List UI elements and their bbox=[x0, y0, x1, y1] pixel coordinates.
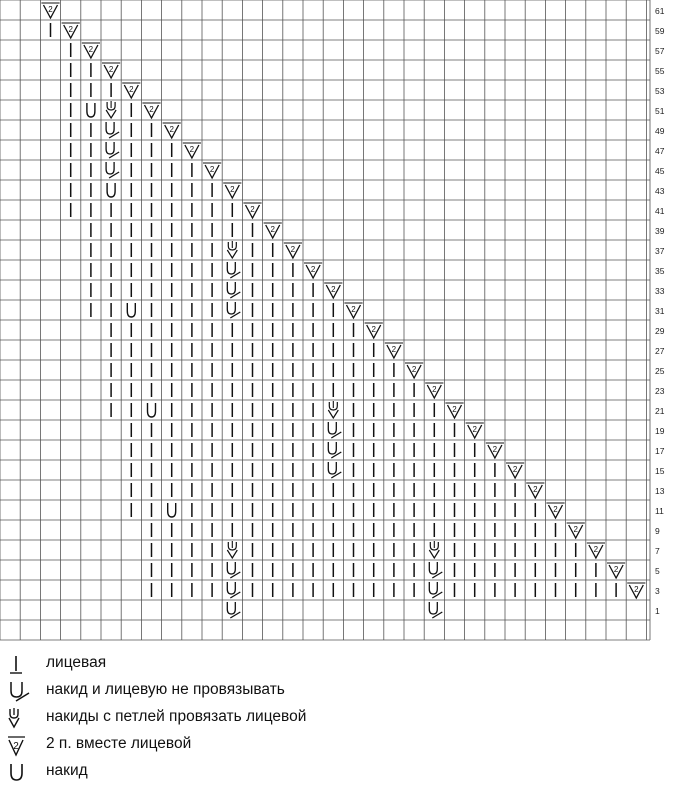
k2tog-stitch bbox=[445, 403, 463, 418]
svg-text:2: 2 bbox=[129, 85, 134, 94]
svg-text:2: 2 bbox=[250, 205, 255, 214]
svg-text:2: 2 bbox=[452, 405, 457, 414]
svg-text:2: 2 bbox=[411, 365, 417, 374]
yo-slip-stitch bbox=[227, 562, 240, 578]
legend-item-knit bbox=[0, 652, 692, 676]
yo-slip-stitch bbox=[328, 462, 341, 478]
svg-text:2: 2 bbox=[573, 525, 578, 534]
svg-text:2: 2 bbox=[331, 285, 336, 294]
k2tog-stitch bbox=[365, 323, 383, 338]
yo-stitch bbox=[148, 403, 156, 417]
row-number: 3 bbox=[655, 586, 660, 596]
row-number: 55 bbox=[655, 66, 665, 76]
k2tog-stitch bbox=[284, 243, 302, 258]
row-number: 51 bbox=[655, 106, 665, 116]
k2tog-stitch bbox=[223, 183, 241, 198]
k2tog-stitch bbox=[546, 503, 564, 518]
row-number: 47 bbox=[655, 146, 665, 156]
k2tog-stitch bbox=[41, 3, 59, 18]
yo-together-stitch bbox=[106, 101, 116, 118]
yo-slip-stitch bbox=[227, 262, 240, 278]
legend-label: накид bbox=[46, 762, 88, 779]
yo-stitch bbox=[168, 503, 176, 517]
row-number: 35 bbox=[655, 266, 665, 276]
svg-text:2: 2 bbox=[68, 25, 73, 34]
yo-together-stitch bbox=[429, 541, 439, 558]
svg-text:2: 2 bbox=[149, 105, 154, 114]
knit-icon bbox=[6, 652, 32, 676]
row-number: 5 bbox=[655, 566, 660, 576]
svg-text:2: 2 bbox=[553, 505, 558, 514]
svg-text:2: 2 bbox=[310, 265, 316, 274]
yo-together-stitch bbox=[328, 401, 338, 418]
yo-together-stitch bbox=[227, 241, 237, 258]
k2tog-stitch bbox=[587, 543, 605, 558]
k2tog-stitch bbox=[243, 203, 261, 218]
k2tog-stitch bbox=[425, 383, 443, 398]
k2tog-stitch bbox=[183, 143, 201, 158]
yo-slip-stitch bbox=[429, 602, 442, 618]
row-number: 9 bbox=[655, 526, 660, 536]
legend-label: накиды с петлей провязать лицевой bbox=[46, 708, 307, 725]
row-number: 49 bbox=[655, 126, 665, 136]
svg-text:2: 2 bbox=[290, 245, 296, 254]
yo-slip-stitch bbox=[227, 602, 240, 618]
k2tog-stitch bbox=[385, 343, 403, 358]
yo-slip-stitch bbox=[429, 562, 442, 578]
legend-item-yarn-over bbox=[0, 760, 692, 784]
k2tog-stitch bbox=[62, 23, 80, 38]
row-number: 57 bbox=[655, 46, 665, 56]
svg-text:2: 2 bbox=[189, 145, 195, 154]
k2tog-stitch bbox=[526, 483, 544, 498]
svg-text:2: 2 bbox=[371, 325, 376, 334]
row-number: 17 bbox=[655, 446, 665, 456]
yo-slip-stitch bbox=[106, 122, 119, 138]
legend-label: накид и лицевую не провязывать bbox=[46, 681, 285, 698]
svg-text:2: 2 bbox=[613, 565, 619, 574]
k2tog-stitch bbox=[82, 43, 100, 58]
svg-text:2: 2 bbox=[270, 225, 275, 234]
row-number: 39 bbox=[655, 226, 665, 236]
k2tog-stitch bbox=[466, 423, 484, 438]
row-number: 31 bbox=[655, 306, 665, 316]
row-number: 27 bbox=[655, 346, 665, 356]
legend-item-yarn-over-slip bbox=[0, 679, 692, 703]
row-number: 25 bbox=[655, 366, 665, 376]
yo-slip-stitch bbox=[227, 302, 240, 318]
yo-slip-stitch bbox=[227, 582, 240, 598]
yo-slip-stitch bbox=[328, 422, 341, 438]
svg-text:2: 2 bbox=[13, 741, 19, 752]
yo-stitch bbox=[87, 103, 95, 117]
svg-text:2: 2 bbox=[634, 585, 639, 594]
yo-slip-stitch bbox=[106, 162, 119, 178]
svg-text:2: 2 bbox=[351, 305, 356, 314]
svg-text:2: 2 bbox=[472, 425, 477, 434]
yo-stitch bbox=[107, 183, 115, 197]
yo-slip-stitch bbox=[227, 282, 240, 298]
row-number: 11 bbox=[655, 506, 664, 516]
svg-text:2: 2 bbox=[108, 65, 114, 74]
svg-text:2: 2 bbox=[209, 165, 215, 174]
svg-text:2: 2 bbox=[593, 545, 599, 554]
row-number: 61 bbox=[655, 6, 665, 16]
k2tog-stitch bbox=[627, 583, 645, 598]
row-number: 41 bbox=[655, 206, 665, 216]
k2tog-stitch bbox=[142, 103, 160, 118]
yo-slip-stitch bbox=[328, 442, 341, 458]
row-number: 45 bbox=[655, 166, 665, 176]
row-number: 59 bbox=[655, 26, 665, 36]
k2tog-stitch bbox=[203, 163, 221, 178]
row-number: 15 bbox=[655, 466, 665, 476]
k2tog-stitch bbox=[486, 443, 504, 458]
svg-text:2: 2 bbox=[492, 445, 498, 454]
row-number: 13 bbox=[655, 486, 665, 496]
legend-label: лицевая bbox=[46, 654, 107, 671]
svg-text:2: 2 bbox=[391, 345, 397, 354]
k2tog-stitch bbox=[506, 463, 524, 478]
k2tog-stitch bbox=[607, 563, 625, 578]
k2tog-stitch bbox=[102, 63, 120, 78]
row-number: 1 bbox=[655, 606, 660, 616]
yarn-overs-knit-together-icon bbox=[6, 706, 32, 730]
k2tog-icon bbox=[6, 733, 32, 757]
row-number: 37 bbox=[655, 246, 665, 256]
row-number: 43 bbox=[655, 186, 665, 196]
row-number: 33 bbox=[655, 286, 665, 296]
yo-slip-stitch bbox=[429, 582, 442, 598]
row-number: 53 bbox=[655, 86, 665, 96]
k2tog-stitch bbox=[324, 283, 342, 298]
row-number-column bbox=[655, 6, 665, 616]
svg-text:2: 2 bbox=[230, 185, 235, 194]
row-number: 19 bbox=[655, 426, 665, 436]
k2tog-stitch bbox=[567, 523, 585, 538]
legend-item-k2tog bbox=[0, 733, 692, 757]
k2tog-stitch bbox=[163, 123, 181, 138]
k2tog-stitch bbox=[405, 363, 423, 378]
row-number: 7 bbox=[655, 546, 660, 556]
k2tog-stitch bbox=[264, 223, 282, 238]
k2tog-stitch bbox=[344, 303, 362, 318]
yo-slip-stitch bbox=[106, 142, 119, 158]
yarn-over-icon bbox=[6, 760, 32, 784]
k2tog-stitch bbox=[122, 83, 140, 98]
svg-text:2: 2 bbox=[432, 385, 437, 394]
row-number: 29 bbox=[655, 326, 665, 336]
legend-item-yarn-overs-knit-together bbox=[0, 706, 692, 730]
k2tog-stitch bbox=[304, 263, 322, 278]
legend-label: 2 п. вместе лицевой bbox=[46, 735, 192, 752]
svg-text:2: 2 bbox=[88, 45, 94, 54]
yarn-over-slip-icon bbox=[6, 679, 32, 703]
row-number: 23 bbox=[655, 386, 665, 396]
yo-together-stitch bbox=[227, 541, 237, 558]
svg-text:2: 2 bbox=[533, 485, 538, 494]
row-number: 21 bbox=[655, 406, 665, 416]
svg-text:2: 2 bbox=[512, 465, 518, 474]
yo-stitch bbox=[127, 303, 135, 317]
svg-text:2: 2 bbox=[48, 5, 53, 14]
svg-text:2: 2 bbox=[169, 125, 174, 134]
